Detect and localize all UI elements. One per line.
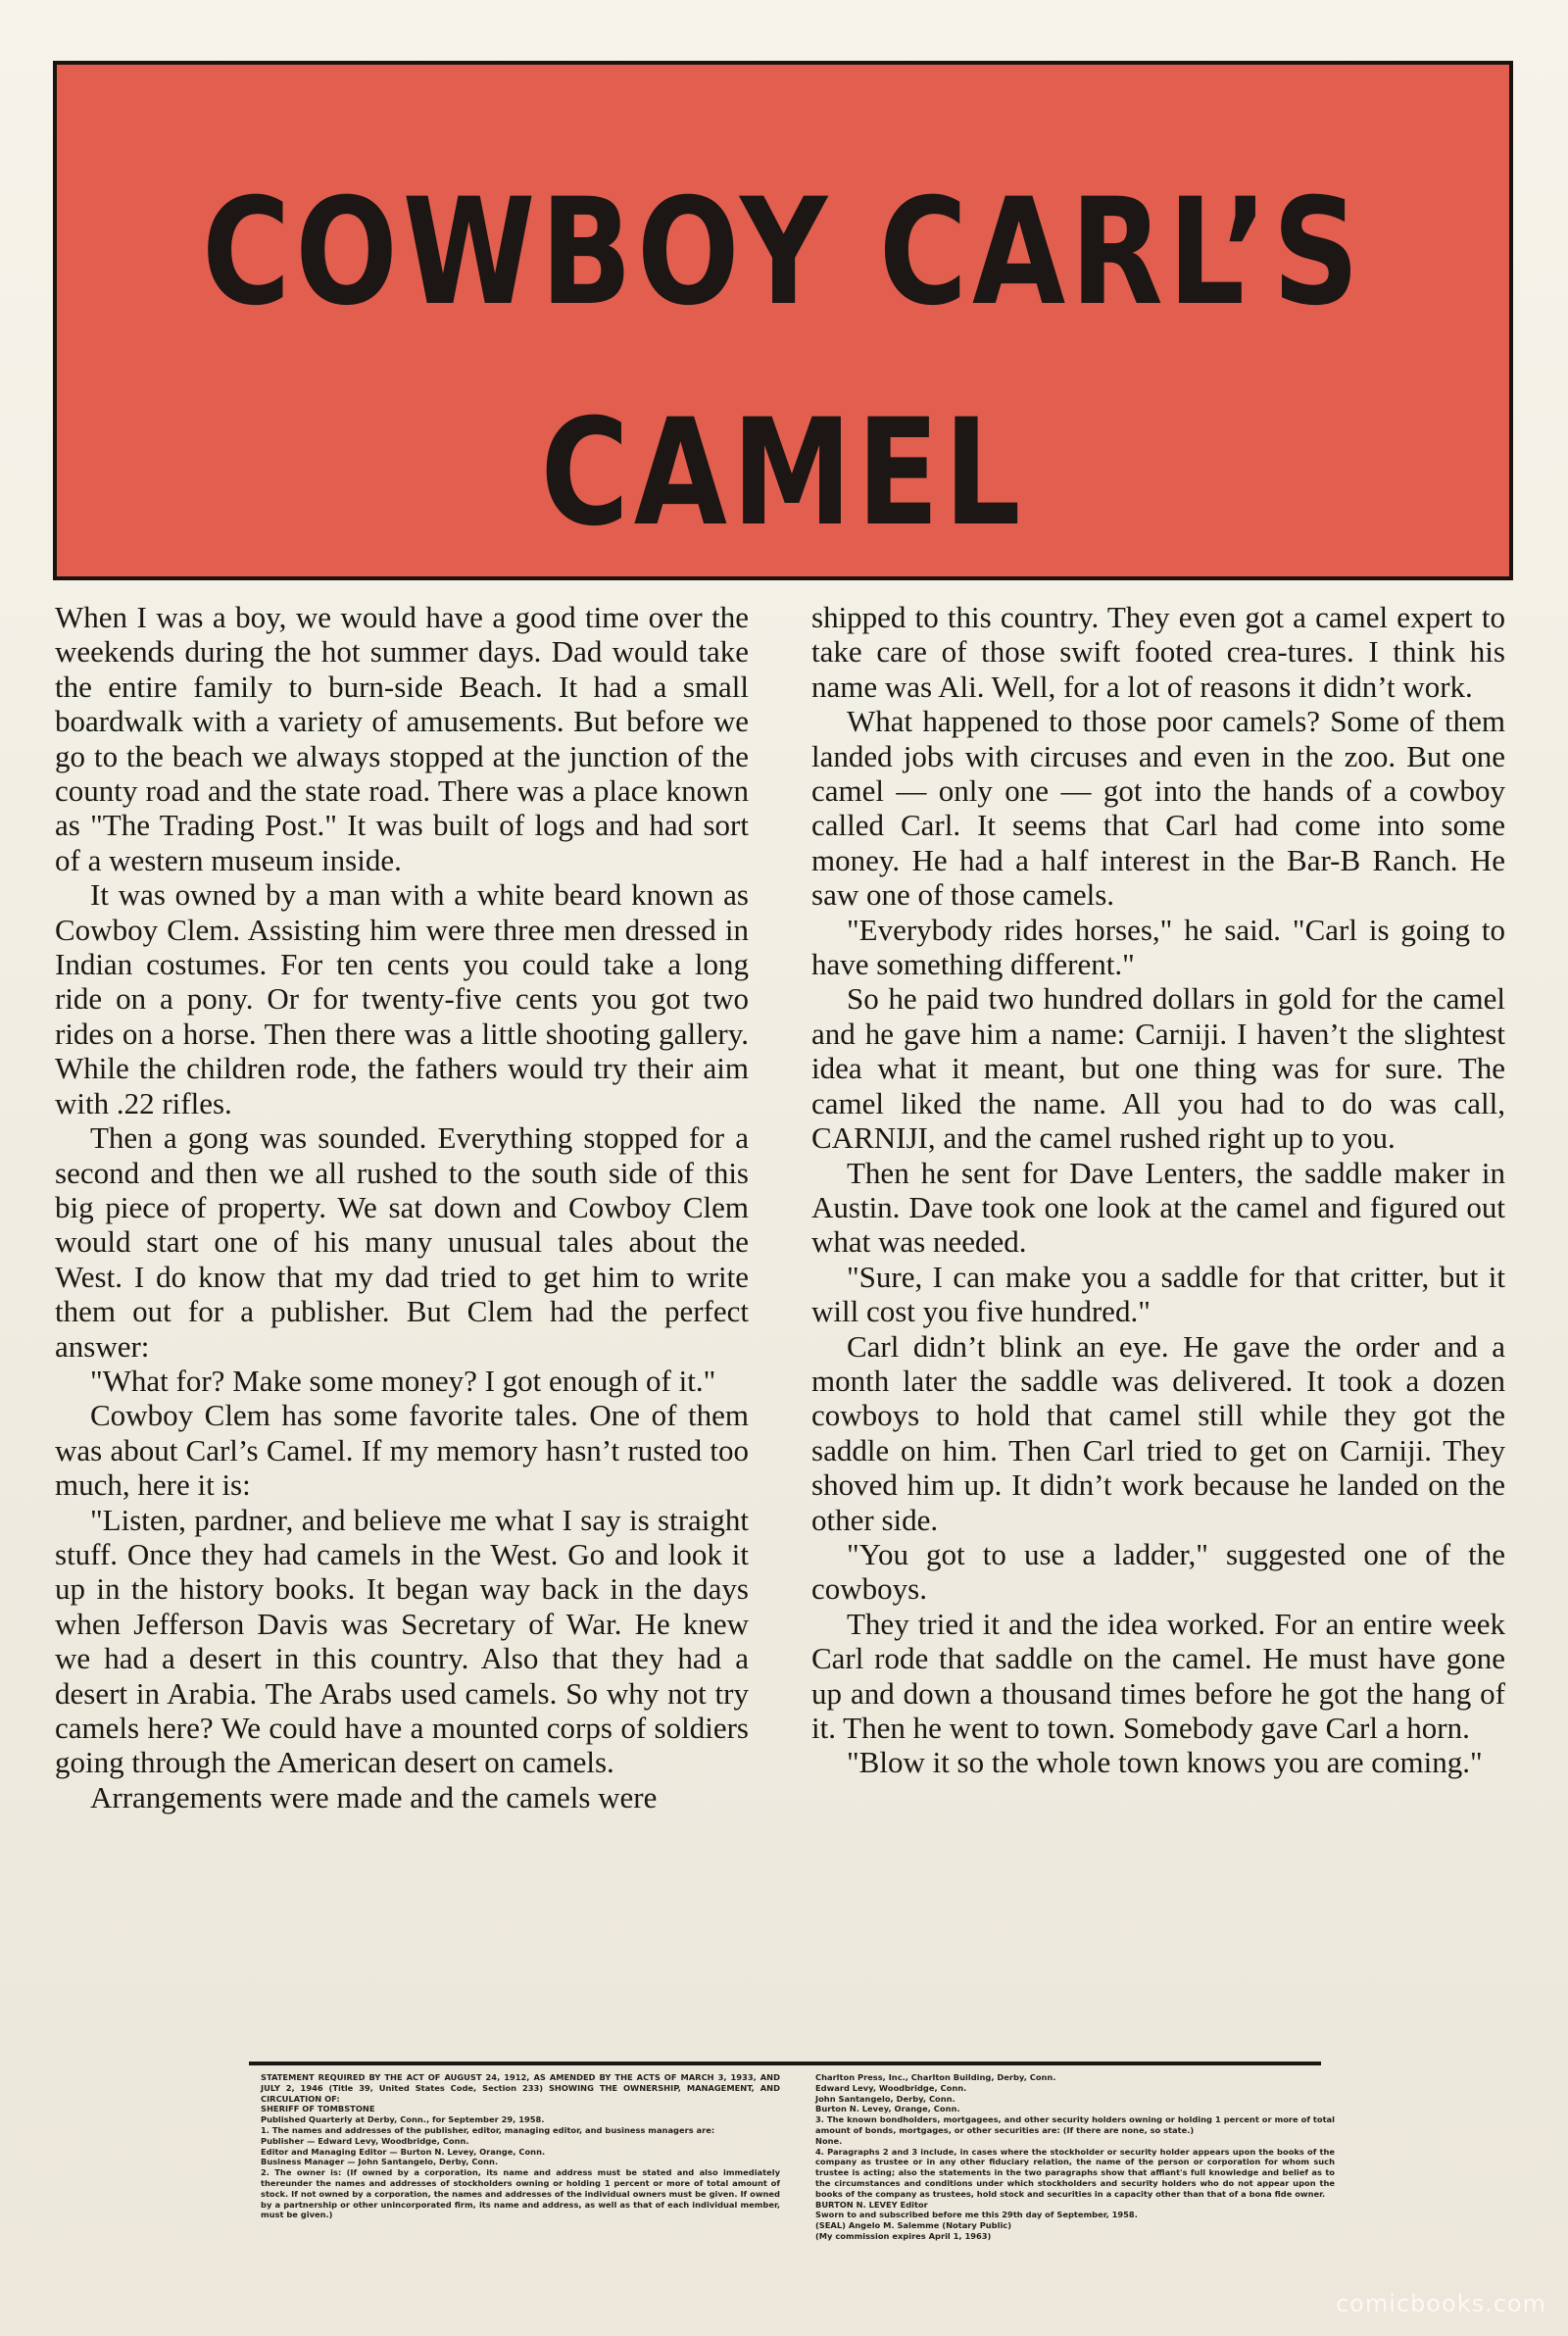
statement-line: Business Manager — John Santangelo, Derby, Conn. (261, 2157, 499, 2167)
story-paragraph: "Blow it so the whole town knows you are coming." (847, 1745, 1483, 1780)
story-paragraph: Cowboy Clem has some favorite tales. One of them was about Carl’s Camel. If my memory hasn’t rusted too much, here it is: (55, 1398, 749, 1503)
statement-line: None. (815, 2135, 843, 2146)
divider-rule (249, 2062, 1321, 2065)
story-column-right (811, 600, 1505, 1780)
statement-line: (SEAL) Angelo M. Salemme (Notary Public) (815, 2220, 1012, 2231)
statement-line: SHERIFF OF TOMBSTONE (261, 2104, 375, 2114)
story-title-line-1: COWBOY CARL’S (202, 168, 1364, 338)
story-paragraph: Carl didn’t blink an eye. He gave the order and a month later the saddle was delivered. It took a dozen cowboys to hold that camel still while they got the saddle on him. Then Carl tried to get on Carniji. They shoved him up. It didn’t work because he landed on the other side. (811, 1328, 1505, 1537)
site-watermark: comicbooks.com (1335, 2290, 1546, 2317)
story-paragraph: "Everybody rides horses," he said. "Carl is going to have something different." (811, 912, 1505, 982)
story-paragraph: "You got to use a ladder," suggested one of the cowboys. (811, 1536, 1505, 1607)
statement-line: John Santangelo, Derby, Conn. (815, 2093, 956, 2104)
title-banner (53, 61, 1513, 580)
statement-line: STATEMENT REQUIRED BY THE ACT OF AUGUST 24, 1912, AS AMENDED BY THE ACTS OF MARCH 3, 1933, AND JULY 2, 1946 (Title 39, United States Code, Section 233) SHOWING THE OWNERSHIP, MANAGEMENT, AND CIRCULATION OF: (261, 2072, 780, 2104)
statement-line: 3. The known bondholders, mortgagees, and other security holders owning or holding 1 percent or more of total amount of bonds, mortgages, or other securities are: (If there are none, so state.) (815, 2114, 1335, 2135)
story-paragraph: So he paid two hundred dollars in gold for the camel and he gave him a name: Carniji. I haven’t the slightest idea what it meant, but one thing was for sure. The camel liked the name. All you had to do was call, CARNIJI, and the camel rushed right up to you. (811, 981, 1505, 1156)
statement-line: Published Quarterly at Derby, Conn., for September 29, 1958. (261, 2114, 545, 2125)
statement-line: 1. The names and addresses of the publisher, editor, managing editor, and business managers are: (261, 2124, 715, 2135)
story-paragraph: Then a gong was sounded. Everything stopped for a second and then we all rushed to the south side of this big piece of property. We sat down and Cowboy Clem would start one of his many unusual tales about the West. I do know that my dad tried to get him to write them out for a publisher. But Clem had the perfect answer: (55, 1120, 749, 1364)
statement-line: (My commission expires April 1, 1963) (815, 2230, 992, 2241)
statement-line: Editor and Managing Editor — Burton N. Levey, Orange, Conn. (261, 2146, 546, 2157)
story-paragraph: "Listen, pardner, and believe me what I say is straight stuff. Once they had camels in the West. Go and look it up in the history books. It began way back in the days when Jefferson Davis was Secretary of War. He knew we had a desert in this country. Also that they had a desert in Arabia. The Arabs used camels. So why not try camels here? We could have a mounted corps of soldiers going through the American desert on camels. (55, 1502, 749, 1780)
story-paragraph: What happened to those poor camels? Some of them landed jobs with circuses and even in the zoo. But one camel — only one — got into the hands of a cowboy called Carl. It seems that Carl had come into some money. He had a half interest in the Bar-B Ranch. He saw one of those camels. (811, 704, 1505, 913)
statement-line: Charlton Press, Inc., Charlton Building, Derby, Conn. (815, 2072, 1056, 2082)
story-paragraph: It was owned by a man with a white beard known as Cowboy Clem. Assisting him were three men dressed in Indian costumes. For ten cents you could take a long ride on a pony. Or for twenty-five cents you got two rides on a horse. Then there was a little shooting gallery. While the children rode, the fathers would try their aim with .22 rifles. (55, 877, 749, 1120)
ownership-statement-right (815, 2072, 1335, 2242)
story-paragraph: "What for? Make some money? I got enough of it." (90, 1363, 716, 1398)
statement-line: Publisher — Edward Levy, Woodbridge, Conn. (261, 2135, 469, 2146)
statement-line: Sworn to and subscribed before me this 29th day of September, 1958. (815, 2210, 1138, 2220)
ownership-statement-left (261, 2072, 780, 2220)
statement-line: Edward Levy, Woodbridge, Conn. (815, 2082, 967, 2093)
story-paragraph: Arrangements were made and the camels were (90, 1779, 658, 1814)
story-paragraph: When I was a boy, we would have a good time over the weekends during the hot summer days. Dad would take the entire family to burn-side Beach. It had a small boardwalk with a variety of amusements. But before we go to the beach we always stopped at the junction of the county road and the state road. There was a place known as "The Trading Post." It was built of logs and had sort of a western museum inside. (55, 600, 749, 877)
story-title-line-2: CAMEL (540, 388, 1026, 559)
story-paragraph: Then he sent for Dave Lenters, the saddle maker in Austin. Dave took one look at the camel and figured out what was needed. (811, 1155, 1505, 1260)
statement-line: BURTON N. LEVEY Editor (815, 2199, 928, 2210)
story-paragraph: "Sure, I can make you a saddle for that critter, but it will cost you five hundred." (811, 1259, 1505, 1329)
statement-line: Burton N. Levey, Orange, Conn. (815, 2104, 960, 2114)
story-paragraph: shipped to this country. They even got a camel expert to take care of those swift footed crea-tures. I think his name was Ali. Well, for a lot of reasons it didn’t work. (811, 600, 1505, 704)
statement-line: 4. Paragraphs 2 and 3 include, in cases where the stockholder or security holder appears upon the books of the company as trustee or in any other fiduciary relation, the name of the person or corporation for whom such trustee is acting; also the statements in the two paragraphs show that affiant's full knowledge and belief as to the circumstances and conditions under which stockholders and security holders who do not appear upon the books of the company as trustees, hold stock and securities in a capacity other than that of a bona fide owner. (815, 2146, 1335, 2199)
statement-line: 2. The owner is: (If owned by a corporation, its name and address must be stated and also immediately thereunder the names and addresses of stockholders owning or holding 1 percent or more of total amount of stock. If not owned by a corporation, the names and addresses of the individual owners must be given. If owned by a partnership or other unincorporated firm, its name and address, as well as that of each individual member, must be given.) (261, 2167, 780, 2220)
story-paragraph: They tried it and the idea worked. For an entire week Carl rode that saddle on the camel. He must have gone up and down a thousand times before he got the hang of it. Then he went to town. Somebody gave Carl a horn. (811, 1606, 1505, 1745)
story-column-left (55, 600, 749, 1814)
